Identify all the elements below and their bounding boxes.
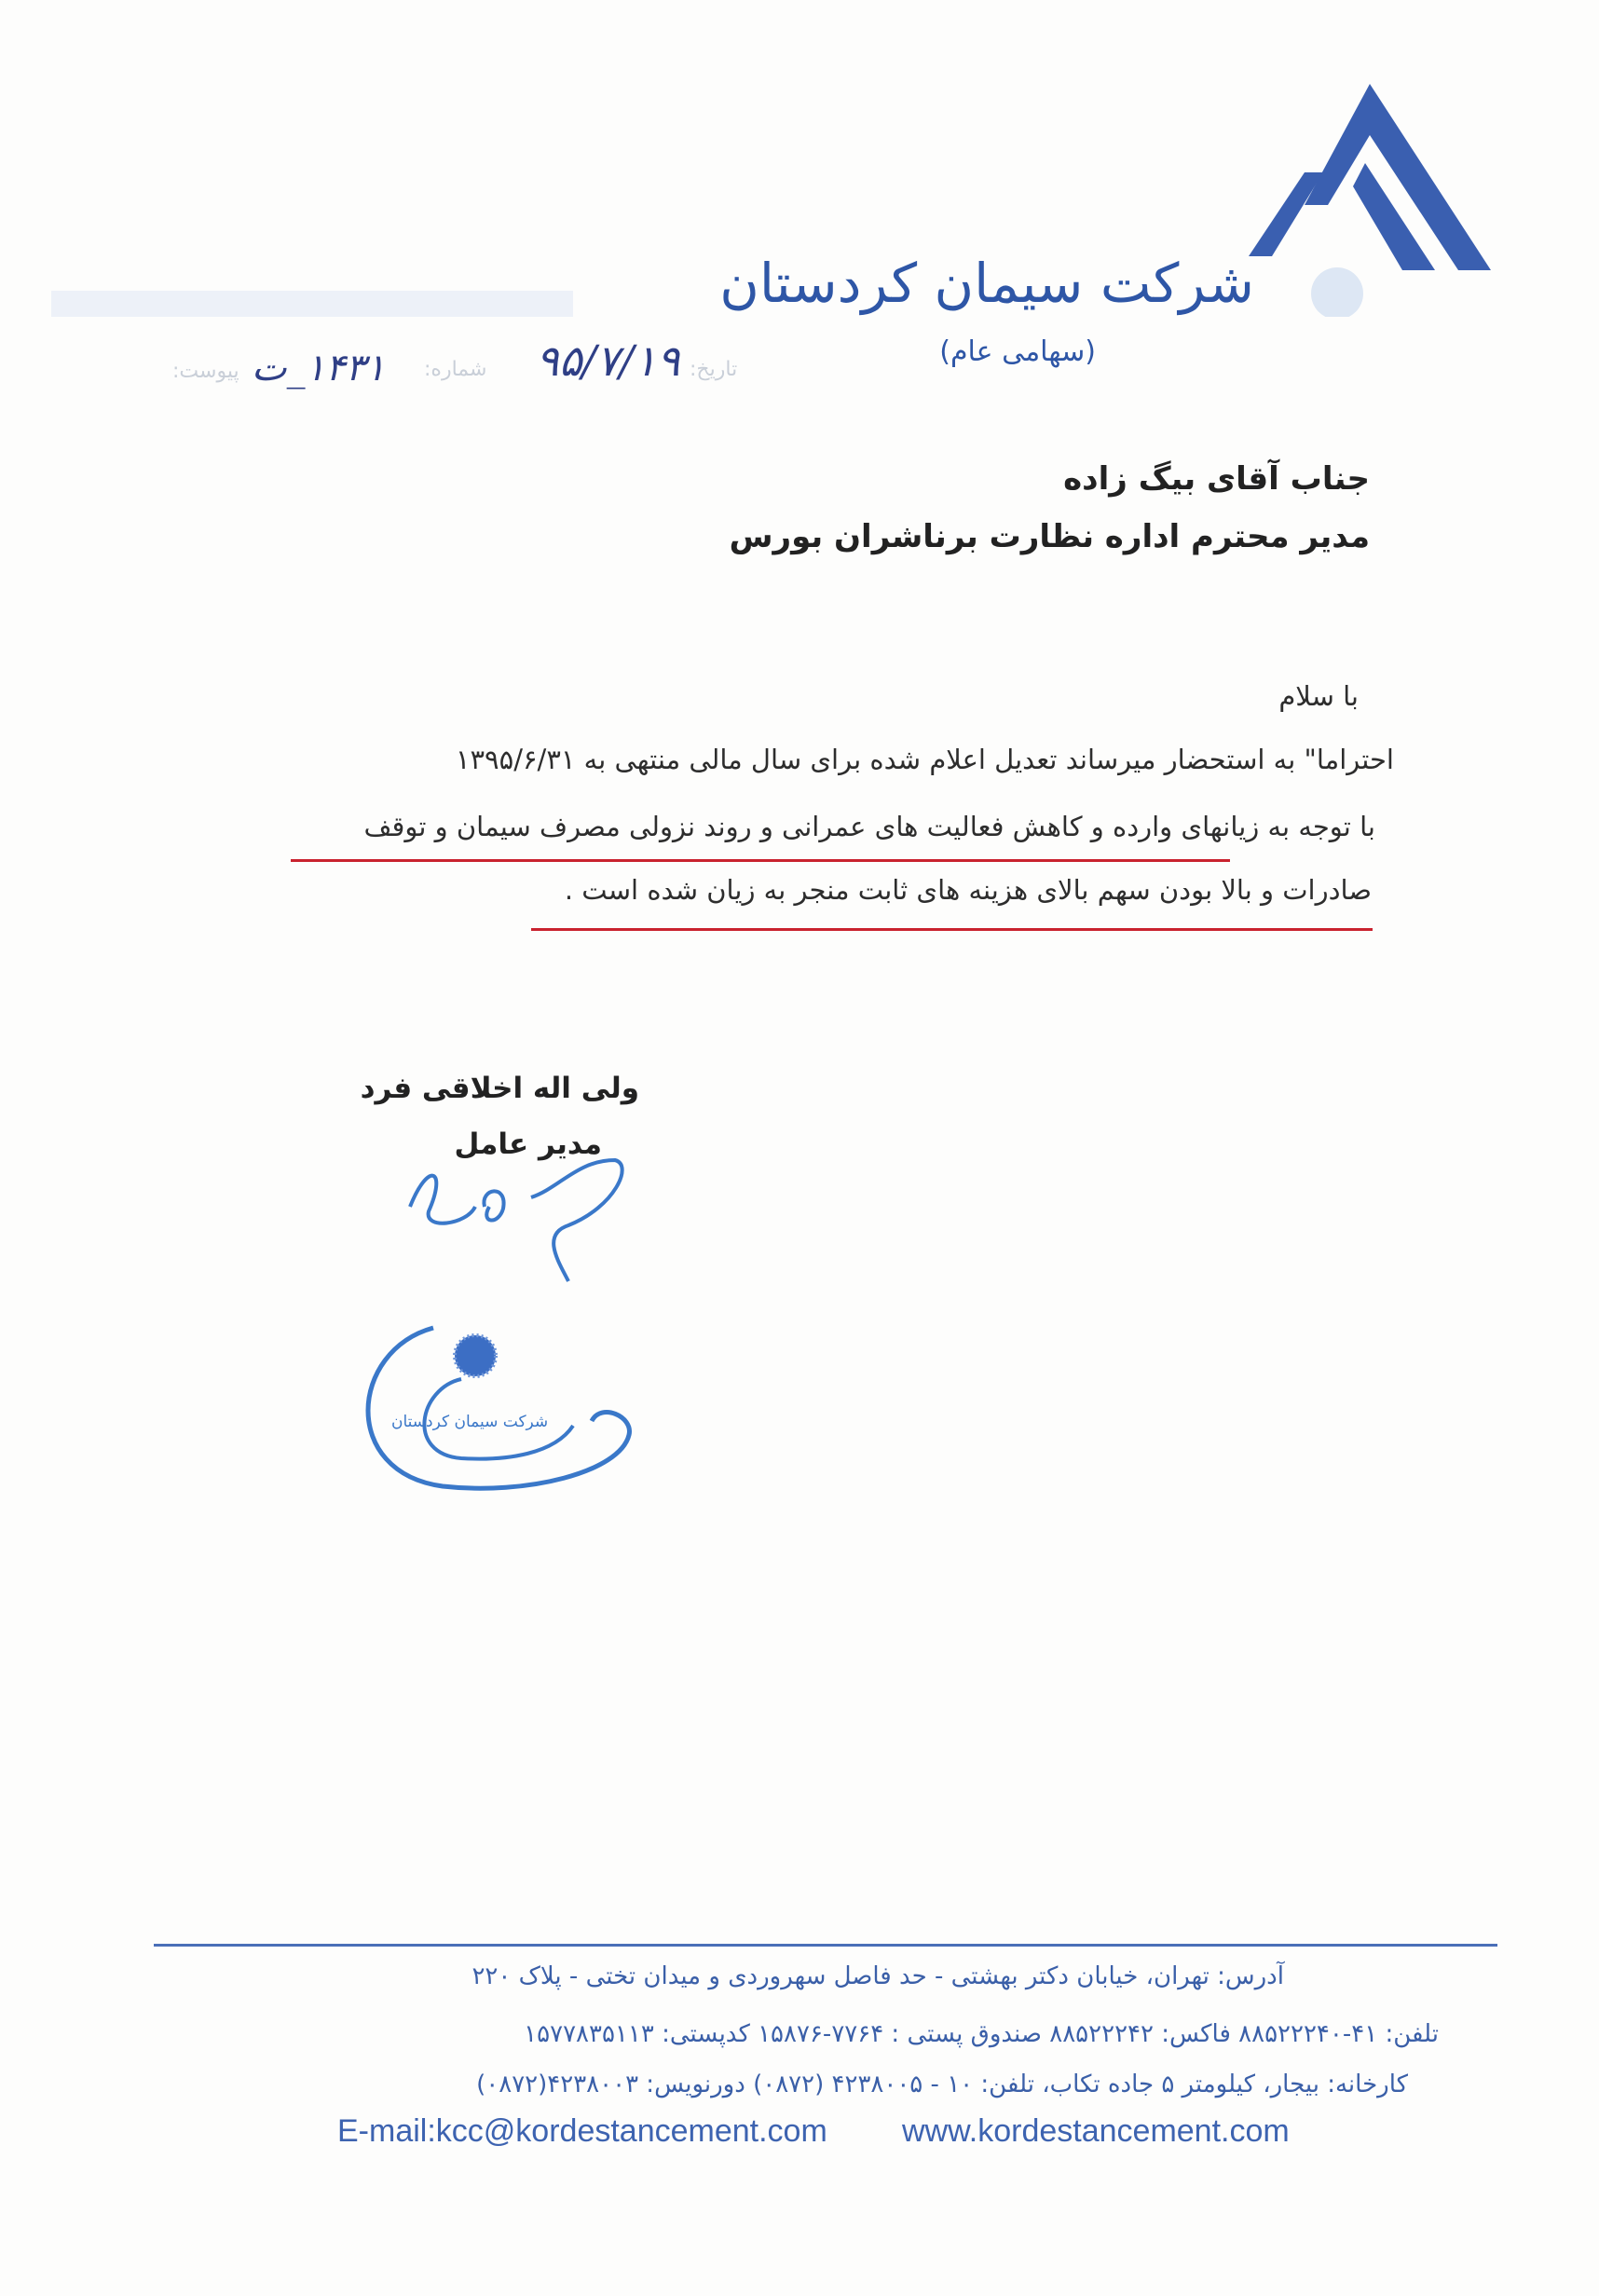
red-underline-1 xyxy=(291,859,1230,862)
footer-factory-address: کارخانه: بیجار، کیلومتر ۵ جاده تکاب، تلفن: ۱۰ - ۴۲۳۸۰۰۵ (۰۸۷۲) دورنویس: ۴۲۳۸۰۰۳(۰۸۷۲) xyxy=(476,2070,1408,2098)
company-stamp-icon xyxy=(321,1286,638,1519)
footer-email[interactable]: E-mail:kcc@kordestancement.com xyxy=(337,2113,827,2149)
attachment-label: پیوست: xyxy=(172,360,239,383)
handwritten-signature-icon xyxy=(391,1141,634,1291)
number-label: شماره: xyxy=(424,358,487,381)
recipient-name: جناب آقای بیگ زاده xyxy=(1063,460,1370,498)
stamp-text: شرکت سیمان کردستان xyxy=(391,1413,549,1431)
scan-artifact-strip xyxy=(51,291,573,317)
date-value: ۹۵/۷/۱۹ xyxy=(536,335,680,386)
letter-number-value: ۱۴۳۱_ت xyxy=(252,347,386,390)
company-logo-icon xyxy=(1249,84,1491,317)
footer-address: آدرس: تهران، خیابان دکتر بهشتی - حد فاصل سهروردی و میدان تختی - پلاک ۲۲۰ xyxy=(472,1962,1284,1990)
footer-phones: تلفن: ۴۱-۸۸۵۲۲۲۴۰ فاکس: ۸۸۵۲۲۲۴۲ صندوق پستی : ۷۷۶۴-۱۵۸۷۶ کدپستی: ۱۵۷۷۸۳۵۱۱۳ xyxy=(524,2020,1439,2048)
body-line-1: احتراما" به استحضار میرساند تعدیل اعلام شده برای سال مالی منتهی به ۱۳۹۵/۶/۳۱ xyxy=(455,744,1394,775)
recipient-title: مدیر محترم اداره نظارت برناشران بورس xyxy=(729,518,1370,555)
footer-website[interactable]: www.kordestancement.com xyxy=(902,2113,1290,2149)
date-label: تاریخ: xyxy=(690,358,738,381)
signer-name: ولی اله اخلاقی فرد xyxy=(360,1072,639,1105)
footer-divider xyxy=(154,1944,1497,1947)
company-type: (سهامی عام) xyxy=(939,335,1096,368)
body-line-2: با توجه به زیانهای وارده و کاهش فعالیت های عمرانی و روند نزولی مصرف سیمان و توقف xyxy=(363,811,1375,842)
company-name: شرکت سیمان کردستان xyxy=(719,252,1254,315)
signer-title: مدیر عامل xyxy=(454,1128,602,1161)
body-line-3: صادرات و بالا بودن سهم بالای هزینه های ثابت منجر به زیان شده است . xyxy=(564,874,1372,906)
greeting: با سلام xyxy=(1278,680,1359,712)
red-underline-2 xyxy=(531,928,1373,931)
